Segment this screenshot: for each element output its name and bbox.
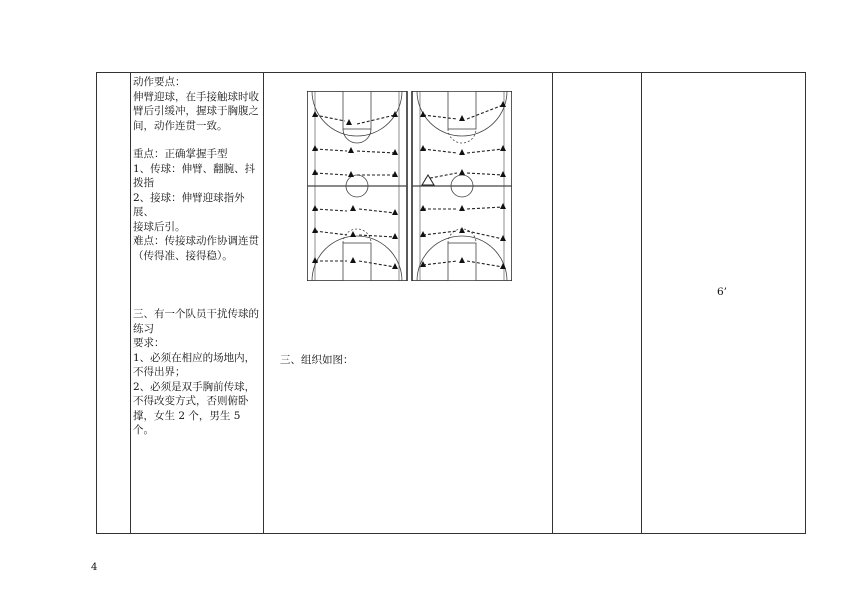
drill-heading: 三、有一个队员干扰传球的 bbox=[133, 308, 259, 320]
teaching-content-cell bbox=[133, 75, 263, 438]
content-line: 不得出界； bbox=[133, 366, 186, 378]
content-line: 1、传球：伸臂、翻腕、抖 bbox=[133, 162, 256, 175]
content-line: 不得改变方式，否则俯卧 bbox=[133, 395, 249, 407]
content-line: 伸臂迎球，在手接触球时收 bbox=[133, 90, 259, 103]
content-line: 间，动作连贯一致。 bbox=[133, 119, 228, 132]
lesson-table bbox=[96, 72, 806, 534]
content-line: 撑，女生 2 个，男生 5 个。 bbox=[133, 409, 241, 436]
column-divider bbox=[263, 73, 264, 533]
left-court bbox=[307, 91, 407, 281]
interferer-triangle bbox=[422, 175, 434, 185]
content-line: （传得准、接得稳）。 bbox=[133, 249, 233, 262]
column-divider bbox=[552, 73, 553, 533]
content-line: 2、接球：伸臂迎球指外展、 bbox=[133, 191, 245, 218]
content-line: 1、必须在相应的场地内， bbox=[133, 351, 256, 364]
time-value: 6’ bbox=[717, 286, 728, 298]
content-line: 练习 bbox=[133, 322, 154, 335]
court-diagram bbox=[307, 91, 512, 281]
column-divider bbox=[641, 73, 642, 533]
content-line: 2、必须是双手胸前传球， bbox=[133, 380, 256, 393]
page-number: 4 bbox=[91, 562, 98, 573]
key-points-heading: 动作要点： bbox=[133, 76, 186, 88]
content-line: 臂后引缓冲，握球于胸腹之 bbox=[133, 105, 259, 117]
content-line: 接球后引。 bbox=[133, 220, 186, 233]
organization-label: 三、组织如图： bbox=[280, 354, 354, 366]
key-focus-line: 重点：正确掌握手型 bbox=[133, 148, 228, 160]
column-divider bbox=[130, 73, 131, 533]
players bbox=[312, 101, 506, 269]
difficulty-line: 难点：传接球动作协调连贯 bbox=[133, 235, 259, 247]
requirements-label: 要求： bbox=[133, 337, 165, 349]
content-line: 拨指 bbox=[133, 177, 154, 189]
